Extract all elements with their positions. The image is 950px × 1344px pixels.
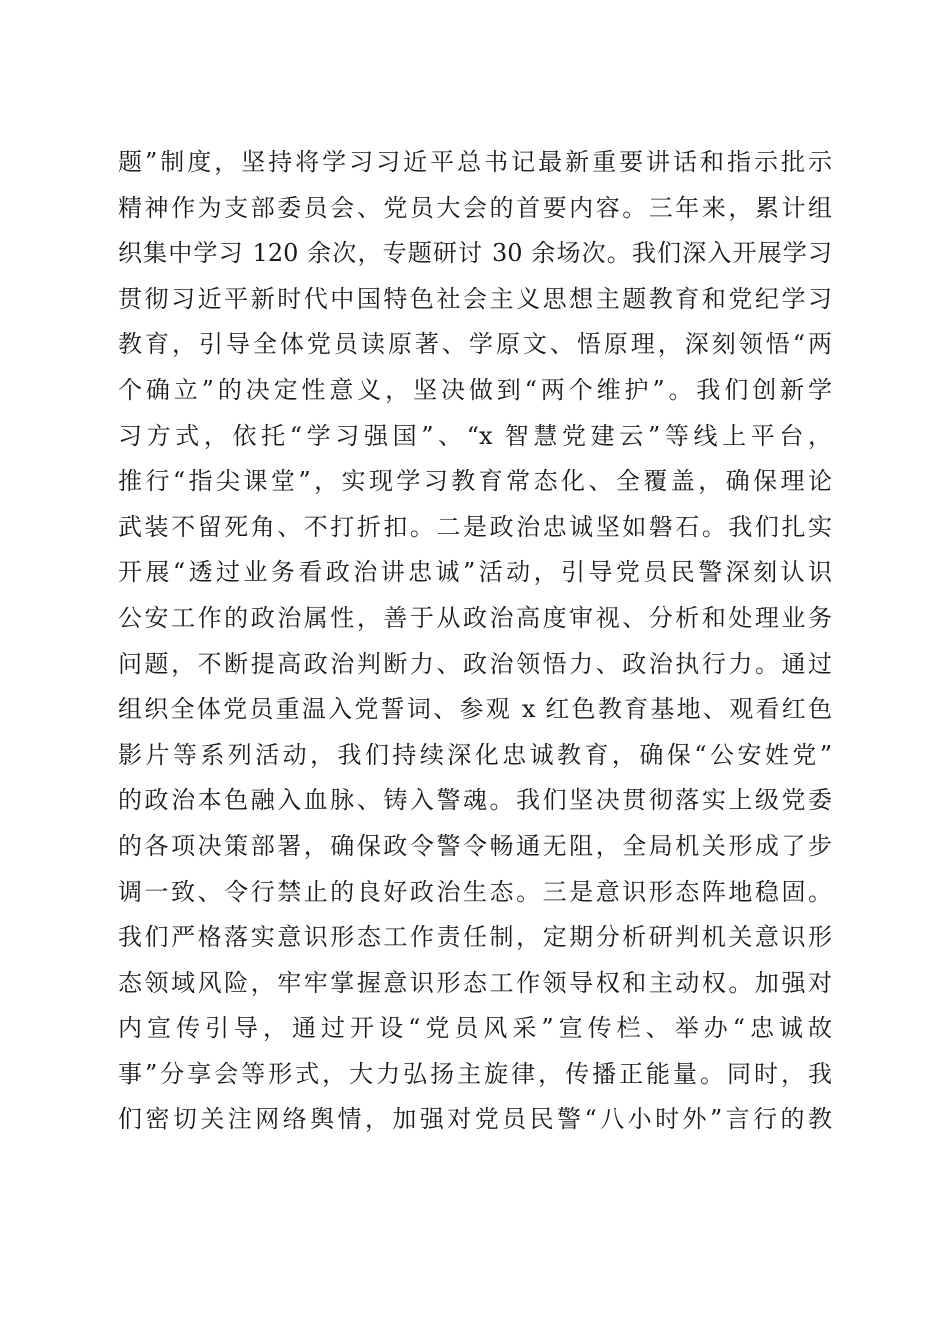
text-line: 推行“指尖课堂”，实现学习教育常态化、全覆盖，确保理论 xyxy=(118,467,832,496)
text-line: 精神作为支部委员会、党员大会的首要内容。三年来，累计组 xyxy=(118,193,832,222)
text-line: 个确立”的决定性意义，坚决做到“两个维护”。我们创新学 xyxy=(118,375,832,404)
text-line: 我们严格落实意识形态工作责任制，定期分析研判机关意识形 xyxy=(118,923,832,952)
text-line: 问题，不断提高政治判断力、政治领悟力、政治执行力。通过 xyxy=(118,649,832,678)
text-line: 武装不留死角、不打折扣。二是政治忠诚坚如磐石。我们扎实 xyxy=(118,512,832,541)
text-line: 事”分享会等形式，大力弘扬主旋律，传播正能量。同时，我 xyxy=(118,1059,832,1088)
text-line: 教育，引导全体党员读原著、学原文、悟原理，深刻领悟“两 xyxy=(118,330,832,359)
text-line: 组织全体党员重温入党誓词、参观 x 红色教育基地、观看红色 xyxy=(118,695,832,724)
text-line: 习方式，依托“学习强国”、“x 智慧党建云”等线上平台， xyxy=(118,421,832,450)
text-line: 贯彻习近平新时代中国特色社会主义思想主题教育和党纪学习 xyxy=(118,284,832,313)
text-line: 态领域风险，牢牢掌握意识形态工作领导权和主动权。加强对 xyxy=(118,968,832,997)
text-line: 的各项决策部署，确保政令警令畅通无阻，全局机关形成了步 xyxy=(118,831,832,860)
body-paragraph xyxy=(118,140,832,1143)
text-line: 调一致、令行禁止的良好政治生态。三是意识形态阵地稳固。 xyxy=(118,877,832,906)
text-line: 们密切关注网络舆情，加强对党员民警“八小时外”言行的教 xyxy=(118,1105,832,1134)
text-line: 开展“透过业务看政治讲忠诚”活动，引导党员民警深刻认识 xyxy=(118,558,832,587)
text-line: 的政治本色融入血脉、铸入警魂。我们坚决贯彻落实上级党委 xyxy=(118,786,832,815)
text-line: 内宣传引导，通过开设“党员风采”宣传栏、举办“忠诚故 xyxy=(118,1014,832,1043)
text-line: 题”制度，坚持将学习习近平总书记最新重要讲话和指示批示 xyxy=(118,148,832,176)
text-line: 影片等系列活动，我们持续深化忠诚教育，确保“公安姓党” xyxy=(118,740,832,769)
text-line: 公安工作的政治属性，善于从政治高度审视、分析和处理业务 xyxy=(118,603,832,632)
text-line: 织集中学习 120 余次，专题研讨 30 余场次。我们深入开展学习 xyxy=(118,239,832,268)
